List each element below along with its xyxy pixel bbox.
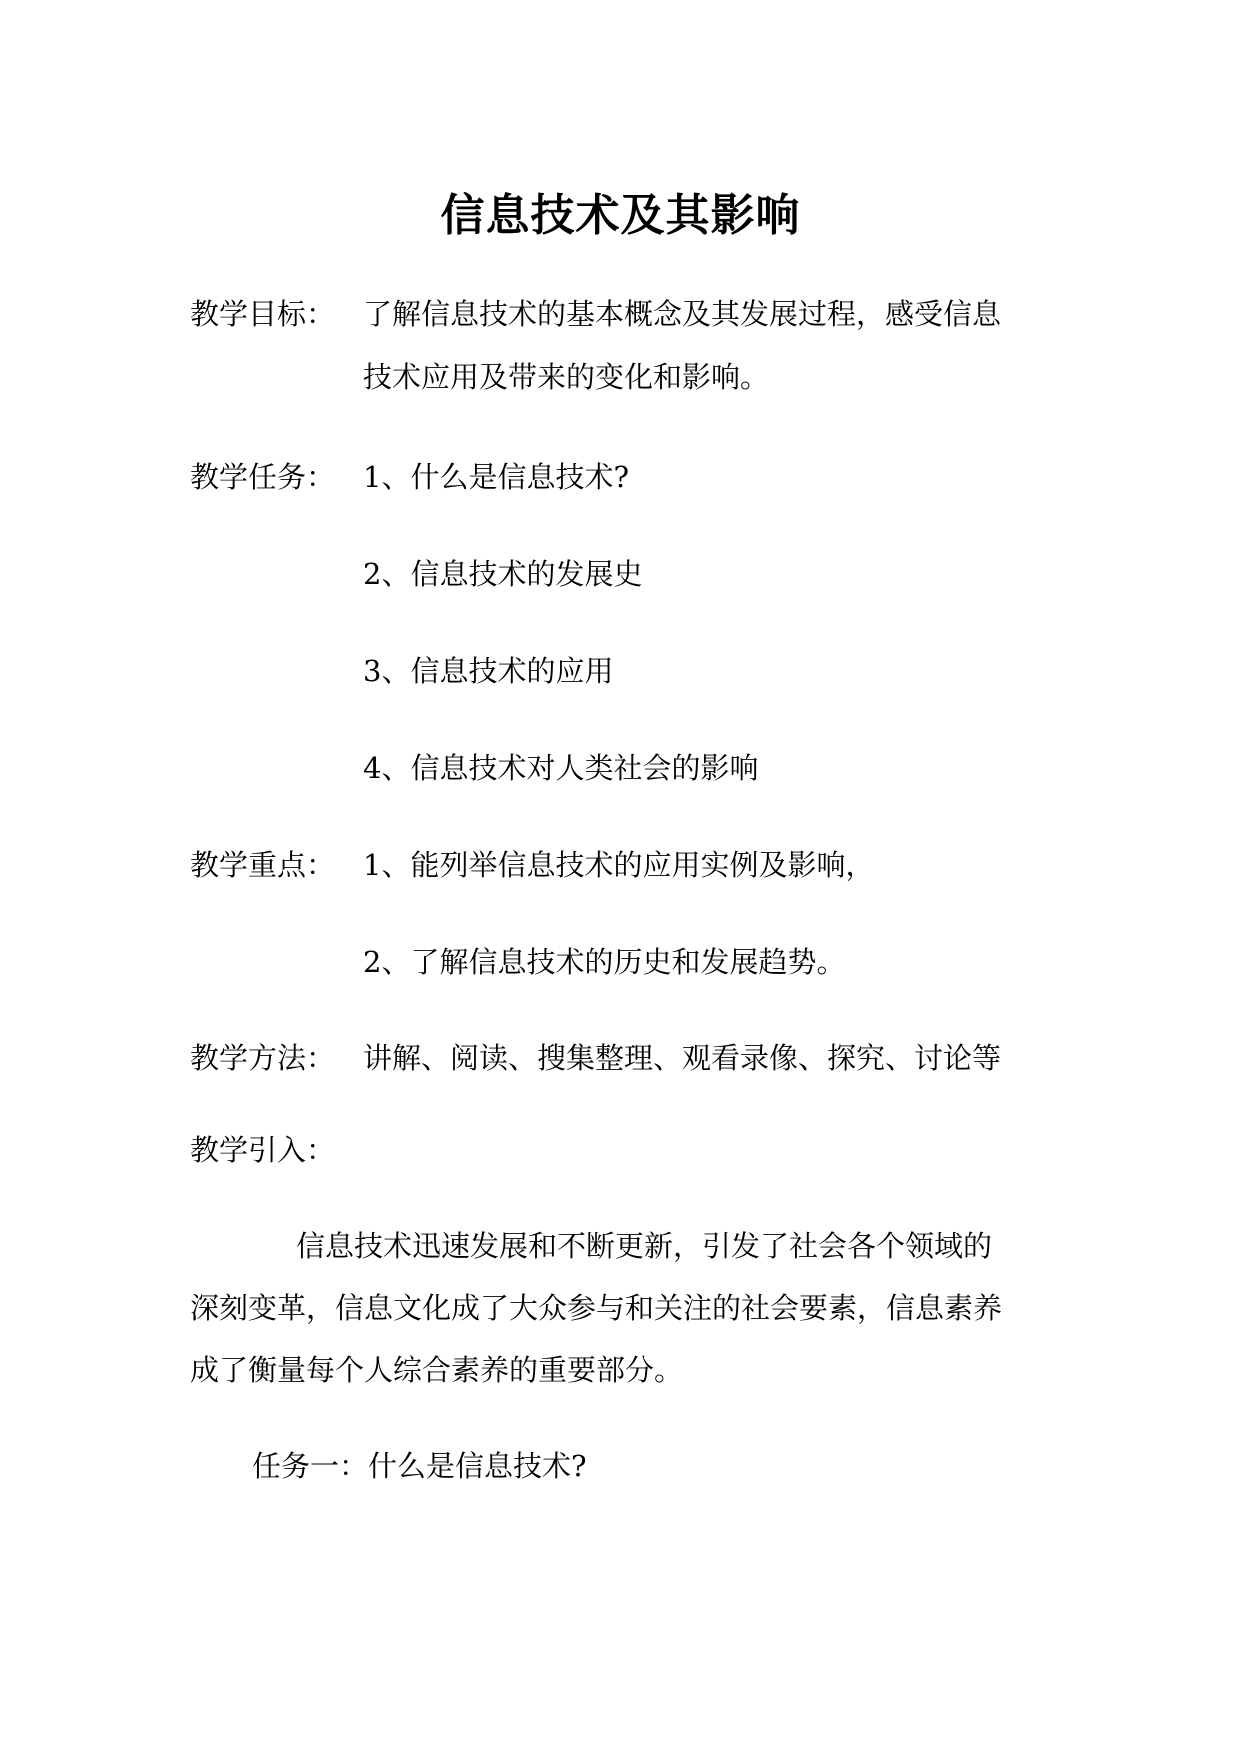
methods-text: 讲解、阅读、搜集整理、观看录像、探究、讨论等 xyxy=(363,1041,1002,1075)
key-point-item: 2、了解信息技术的历史和发展趋势。 xyxy=(363,945,846,979)
task-item: 2、信息技术的发展史 xyxy=(363,557,643,591)
task-one-heading: 任务一：什么是信息技术? xyxy=(252,1449,587,1483)
introduction-text-line-3: 成了衡量每个人综合素养的重要部分。 xyxy=(190,1353,684,1387)
task-item: 4、信息技术对人类社会的影响 xyxy=(363,751,759,785)
objective-text-line-1: 了解信息技术的基本概念及其发展过程，感受信息 xyxy=(363,297,1002,331)
objective-text-line-2: 技术应用及带来的变化和影响。 xyxy=(363,360,770,394)
document-title: 信息技术及其影响 xyxy=(440,190,801,241)
introduction-text-line-2: 深刻变革，信息文化成了大众参与和关注的社会要素，信息素养 xyxy=(190,1291,1003,1325)
introduction-label: 教学引入： xyxy=(190,1133,336,1167)
methods-label: 教学方法： xyxy=(190,1041,336,1075)
key-points-label: 教学重点： xyxy=(190,848,336,882)
tasks-label: 教学任务： xyxy=(190,460,336,494)
introduction-text-line-1: 信息技术迅速发展和不断更新，引发了社会各个领域的 xyxy=(296,1229,993,1263)
objective-label: 教学目标： xyxy=(190,297,336,331)
task-item: 1、什么是信息技术? xyxy=(363,460,629,494)
key-point-item: 1、能列举信息技术的应用实例及影响， xyxy=(363,848,875,882)
task-item: 3、信息技术的应用 xyxy=(363,654,614,688)
